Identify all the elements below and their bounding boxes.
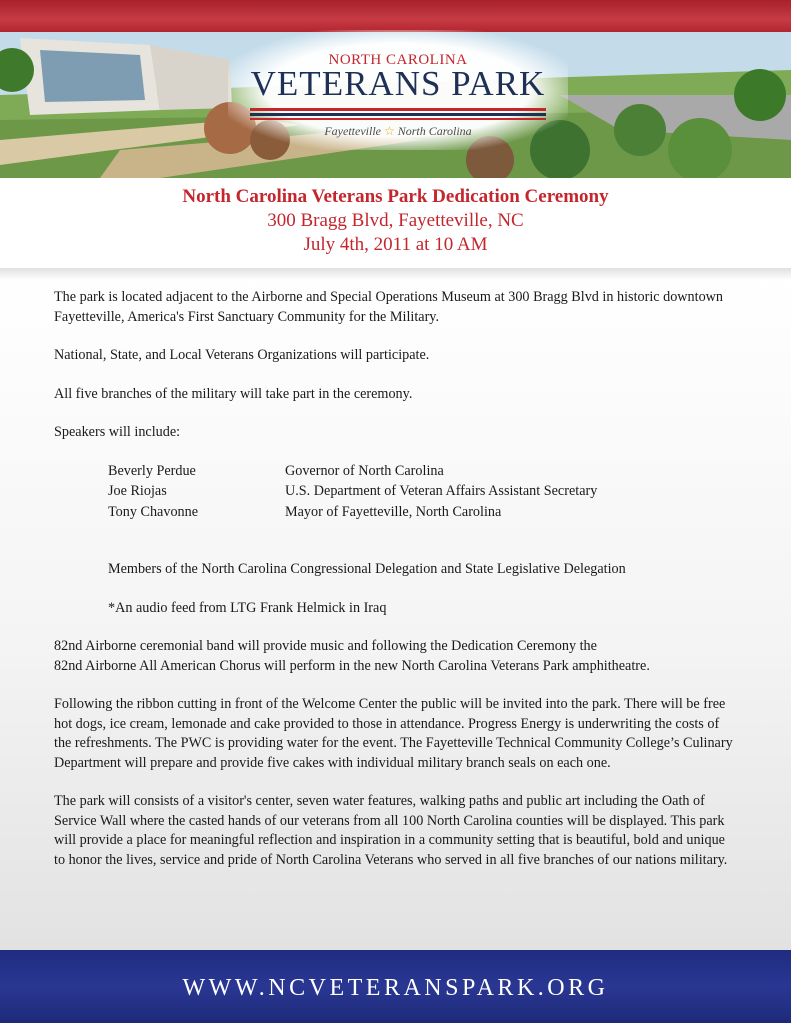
speakers-list xyxy=(108,461,597,523)
paragraph-speakers-intro: Speakers will include: xyxy=(54,424,181,440)
logo-stripe-red-thin xyxy=(250,118,546,120)
event-header xyxy=(0,178,791,270)
speaker-name: Tony Chavonne xyxy=(108,503,199,520)
speaker-role: Governor of North Carolina xyxy=(285,462,444,479)
speaker-role: U.S. Department of Veteran Affairs Assistant Secretary xyxy=(285,483,598,499)
paragraph-band-line-2: 82nd Airborne All American Chorus will perform in the new North Carolina Veterans Park amphitheatre. xyxy=(54,657,650,674)
speaker-role: Mayor of Fayetteville, North Carolina xyxy=(285,503,502,520)
paragraph-branches: All five branches of the military will take part in the ceremony. xyxy=(54,385,413,402)
event-title: North Carolina Veterans Park Dedication Ceremony xyxy=(182,186,609,207)
paragraph-location: The park is located adjacent to the Airborne and Special Operations Museum at 300 Bragg Blvd in historic downtown Fayetteville, America's First Sanctuary Community for the Military. xyxy=(54,289,724,325)
paragraph-refreshments: Following the ribbon cutting in front of the Welcome Center the public will be invited into the park. There will be free hot dogs, ice cream, lemonade and cake provided to those in attendance. Progress Energy is underwriting the costs of the refreshments. The PWC is providing water for the event. The Fayetteville Technical Community College’s Culinary Department will prepare and provide five cakes with individual military branch seals on each one. xyxy=(54,696,733,771)
event-address: 300 Bragg Blvd, Fayetteville, NC xyxy=(267,210,524,231)
speaker-row xyxy=(108,481,597,502)
logo-city-left: Fayetteville xyxy=(324,124,381,138)
paragraph-band-line-1: 82nd Airborne ceremonial band will provide music and following the Dedication Ceremony the xyxy=(54,638,597,654)
logo-state-text: NORTH CAROLINA xyxy=(328,52,468,68)
paragraph-audio-feed: *An audio feed from LTG Frank Helmick in Iraq xyxy=(108,599,387,616)
star-icon: ☆ xyxy=(383,124,395,138)
logo-stripe-red xyxy=(250,108,546,111)
footer-bar xyxy=(0,950,791,1023)
header-divider xyxy=(0,268,791,280)
paragraph-delegation: Members of the North Carolina Congressional Delegation and State Legislative Delegation xyxy=(108,561,626,577)
speaker-row xyxy=(108,461,597,482)
logo-city-right: North Carolina xyxy=(397,124,472,138)
veterans-park-logo xyxy=(228,30,568,150)
logo-city-line xyxy=(228,124,568,139)
logo-title-text: VETERANS PARK xyxy=(250,64,546,103)
logo-stripe-blue xyxy=(250,113,546,116)
paragraph-park-features: The park will consists of a visitor's center, seven water features, walking paths and public art including the Oath of Service Wall where the casted hands of our veterans from all 100 North Carolina counties will be displayed. This park will provide a place for meaningful reflection and inspiration in a community setting that is beautiful, bold and unique to honor the lives, service and pride of North Carolina Veterans who served in all five branches of our nations military. xyxy=(54,793,728,868)
website-link[interactable]: WWW.NCVETERANSPARK.ORG xyxy=(182,975,609,1001)
document-body xyxy=(54,288,734,870)
banner-top-band xyxy=(0,0,791,32)
paragraph-organizations: National, State, and Local Veterans Organizations will participate. xyxy=(54,347,430,363)
speaker-name: Beverly Perdue xyxy=(108,462,196,479)
header-banner xyxy=(0,0,791,178)
speaker-row xyxy=(108,502,597,523)
event-date: July 4th, 2011 at 10 AM xyxy=(303,234,488,255)
speaker-name: Joe Riojas xyxy=(108,483,167,499)
